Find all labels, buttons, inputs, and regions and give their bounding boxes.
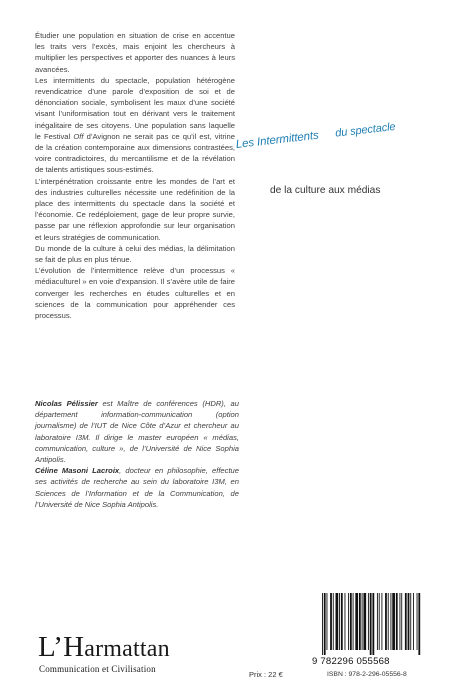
blurb-off-italic: Off: [73, 131, 84, 141]
series-title-part-1: Les Intermittents: [235, 129, 320, 151]
publisher-logo: [38, 631, 188, 681]
barcode-block: [312, 593, 422, 685]
book-subtitle: de la culture aux médias: [270, 185, 381, 196]
author-2-name: Céline Masoni Lacroix: [35, 466, 120, 476]
publisher-tagline: Communication et Civilisation: [39, 664, 156, 674]
blurb-paragraph-2-a: Les intermittents du spectacle, population hétérogène revendicatrice d’une parole d’exposition de soi et de dénonciation sociale, symbolisent les maux d’une société visant l’uniformisation tout en dérivant vers le traitement inégalitaire de ses citoyens. Une population sans laquelle le Festival: [35, 75, 235, 141]
author-1-bio: est Maître de conférences (HDR), au département information-communication (option journalisme) de l’IUT de Nice Côte d’Azur et chercheur au laboratoire I3M. Il dirige le master européen « médias, communication, culture », de l’Université de Nice Sophia Antipolis.: [35, 399, 239, 465]
series-title: [234, 103, 437, 165]
blurb-paragraph-4: Du monde de la culture à celui des médias, la délimitation se fait de plus en plus ténue.: [35, 243, 235, 265]
publisher-wordmark: [38, 631, 170, 664]
blurb-paragraph-1: Étudier une population en situation de crise en accentue les traits vers l’excès, mais enjoint les chercheurs à multiplier les perspectives et apporter des nuances à leurs avancées.: [35, 31, 235, 74]
blurb-paragraph-2: [35, 75, 235, 176]
publisher-wordmark-initial: L’H: [38, 631, 85, 663]
publisher-wordmark-rest: armattan: [84, 636, 170, 662]
series-title-part-2: du spectacle: [334, 120, 397, 140]
author-1: [35, 398, 239, 465]
blurb-paragraph-3: L’interpénétration croissante entre les mondes de l’art et des industries culturelles nécessite une redéfinition de la place des intermittents du spectacle dans la société et l’économie. Ce redéploiement, gage de leur propre survie, passe par une réflexion approfondie sur leur organisation et leurs stratégies de communication.: [35, 176, 235, 242]
blurb-column: [35, 30, 235, 321]
isbn-label: ISBN : 978-2-296-05556-8: [327, 671, 407, 678]
blurb-paragraph-5: L’évolution de l’intermittence relève d’un processus « médiaculturel » en voie d’expansion. Il s’avère utile de faire converger les recherches en études culturelles et en sciences de la communication pour appréhender ces processus.: [35, 266, 235, 321]
author-2: [35, 465, 239, 510]
title-block: [235, 120, 436, 216]
blurb-paragraph-2-b: d’Avignon ne serait pas ce qu’il est, vitrine de la création contemporaine aux dimensions contrastées, voire contradictoires, du mercantilisme et de la révélation de talents artistiques sous-estimés.: [35, 131, 235, 175]
author-2-bio: , docteur en philosophie, effectue ses activités de recherche au sein du laboratoire I3M, en Sciences de l’Information et de la Communication, de l’Université de Nice Sophia Antipolis.: [35, 466, 240, 509]
author-1-name: Nicolas Pélissier: [35, 399, 98, 408]
barcode-icon: [322, 593, 422, 655]
barcode-digits: 9 782296 055568: [312, 656, 390, 667]
price-label: Prix : 22 €: [249, 670, 283, 679]
authors-block: [35, 398, 239, 510]
